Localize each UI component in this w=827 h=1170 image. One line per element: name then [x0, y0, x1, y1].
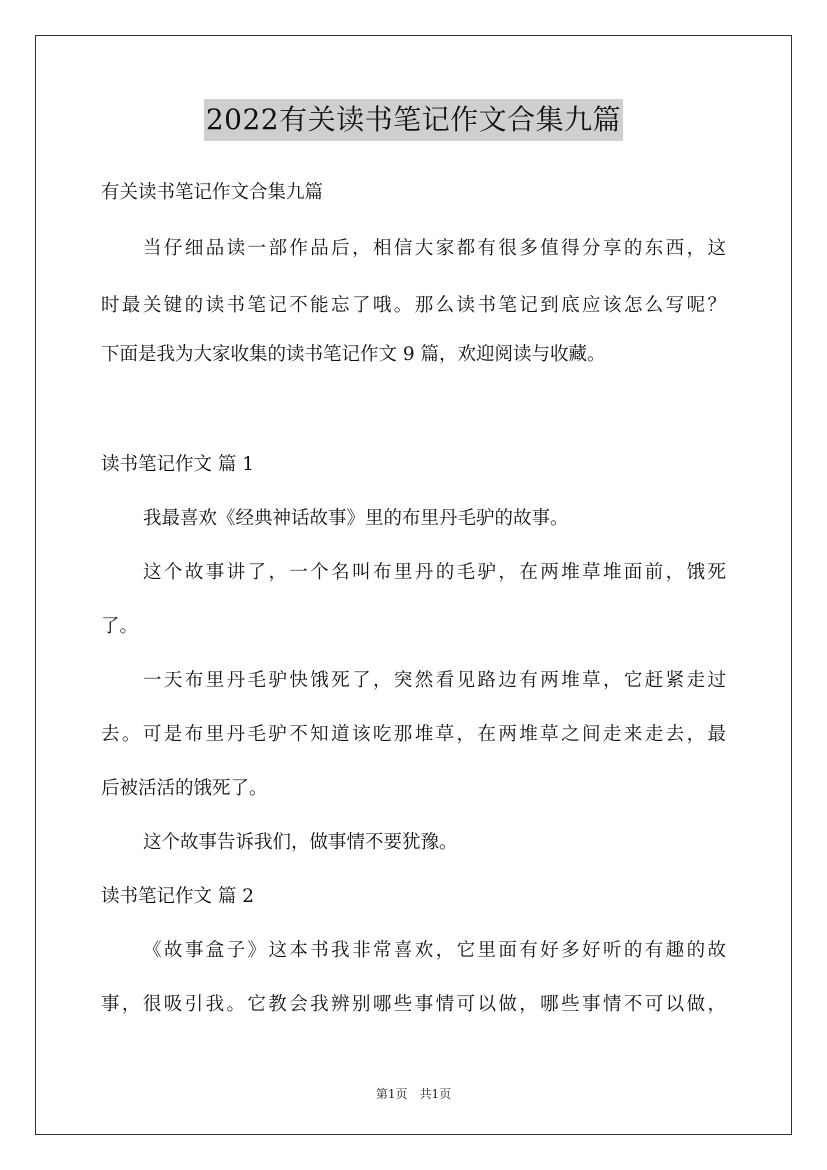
section-1-line-7: 这个故事告诉我们，做事情不要犹豫。	[143, 832, 458, 853]
section-1-line-4: 一天布里丹毛驴快饿死了，突然看见路边有两堆草，它赶紧走过	[143, 670, 726, 691]
section-heading-2: 读书笔记作文 篇 2	[101, 886, 255, 907]
section-heading-1: 读书笔记作文 篇 1	[101, 454, 255, 475]
section-1-line-2: 这个故事讲了，一个名叫布里丹的毛驴，在两堆草堆面前，饿死	[143, 562, 726, 583]
section-2-line-2: 事，很吸引我。它教会我辨别哪些事情可以做，哪些事情不可以做，	[101, 994, 726, 1015]
document-title: 2022有关读书笔记作文合集九篇	[204, 99, 623, 141]
section-2-line-1: 《故事盒子》这本书我非常喜欢，它里面有好多好听的有趣的故	[143, 940, 726, 961]
title-container	[0, 99, 827, 141]
intro-line-1: 当仔细品读一部作品后，相信大家都有很多值得分享的东西，这	[143, 238, 726, 259]
intro-line-2: 时最关键的读书笔记不能忘了哦。那么读书笔记到底应该怎么写呢？	[101, 295, 726, 316]
section-1-line-3: 了。	[101, 616, 139, 637]
section-1-line-6: 后被活活的饿死了。	[101, 778, 268, 799]
page-footer: 第1页 共1页	[375, 1087, 452, 1101]
section-1-line-5: 去。可是布里丹毛驴不知道该吃那堆草，在两堆草之间走来走去，最	[101, 724, 726, 745]
document-subtitle: 有关读书笔记作文合集九篇	[101, 182, 324, 203]
section-1-line-1: 我最喜欢《经典神话故事》里的布里丹毛驴的故事。	[143, 508, 569, 529]
intro-line-3: 下面是我为大家收集的读书笔记作文 9 篇，欢迎阅读与收藏。	[101, 344, 606, 365]
